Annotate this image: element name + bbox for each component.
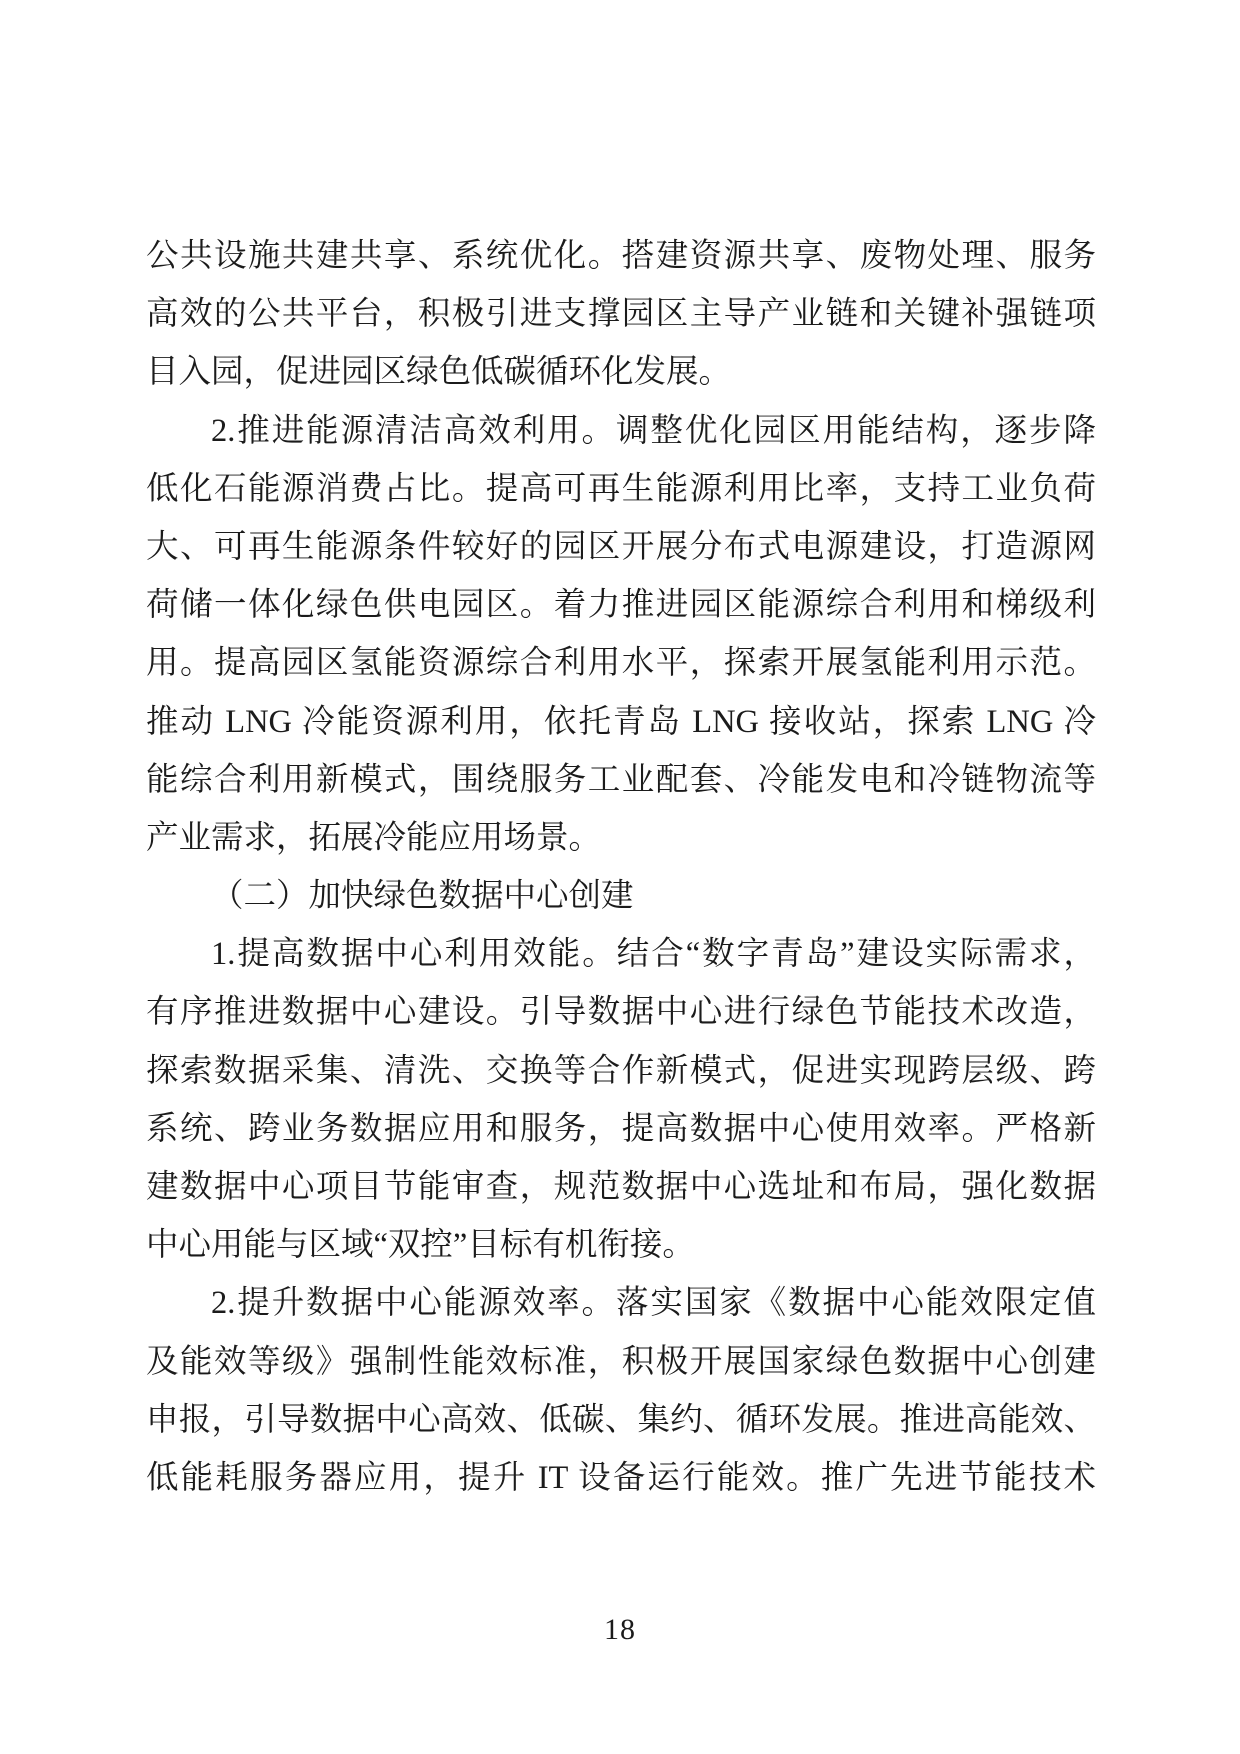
text-line: 荷储一体化绿色供电园区。着力推进园区能源综合利用和梯级利: [146, 587, 1096, 624]
text-line: 系统、跨业务数据应用和服务，提高数据中心使用效率。严格新: [146, 1110, 1096, 1147]
text-line: 建数据中心项目节能审查，规范数据中心选址和布局，强化数据: [146, 1169, 1096, 1205]
text-line: 探索数据采集、清洗、交换等合作新模式，促进实现跨层级、跨: [146, 1052, 1096, 1089]
text-line: 能综合利用新模式，围绕服务工业配套、冷能发电和冷链物流等: [146, 761, 1096, 798]
text-line: （二）加快绿色数据中心创建: [211, 878, 634, 915]
text-line: 及能效等级》强制性能效标准，积极开展国家绿色数据中心创建: [146, 1343, 1096, 1380]
text-line: 产业需求，拓展冷能应用场景。: [146, 819, 602, 856]
text-line: 2.提升数据中心能源效率。落实国家《数据中心能效限定值: [211, 1285, 1096, 1322]
document-body: [146, 227, 1096, 1507]
text-line: 申报，引导数据中心高效、低碳、集约、循环发展。推进高能效、: [146, 1401, 1096, 1438]
text-line: 用。提高园区氢能资源综合利用水平，探索开展氢能利用示范。: [146, 645, 1096, 682]
text-line: 中心用能与区域“双控”目标有机衔接。: [146, 1227, 695, 1264]
text-line: 低化石能源消费占比。提高可再生能源利用比率，支持工业负荷: [146, 470, 1096, 507]
text-line: 大、可再生能源条件较好的园区开展分布式电源建设，打造源网: [146, 528, 1096, 565]
text-line: 高效的公共平台，积极引进支撑园区主导产业链和关键补强链项: [146, 296, 1096, 333]
text-line: 公共设施共建共享、系统优化。搭建资源共享、废物处理、服务: [146, 238, 1096, 274]
page-number: 18: [604, 1613, 636, 1646]
text-line: 推动 LNG 冷能资源利用，依托青岛 LNG 接收站，探索 LNG 冷: [146, 703, 1096, 740]
text-line: 目入园，促进园区绿色低碳循环化发展。: [146, 354, 732, 391]
text-line: 2.推进能源清洁高效利用。调整优化园区用能结构，逐步降: [211, 412, 1096, 449]
text-line: 低能耗服务器应用，提升 IT 设备运行能效。推广先进节能技术: [146, 1459, 1096, 1496]
text-line: 有序推进数据中心建设。引导数据中心进行绿色节能技术改造，: [146, 994, 1096, 1031]
text-line: 1.提高数据中心利用效能。结合“数字青岛”建设实际需求，: [211, 936, 1096, 973]
